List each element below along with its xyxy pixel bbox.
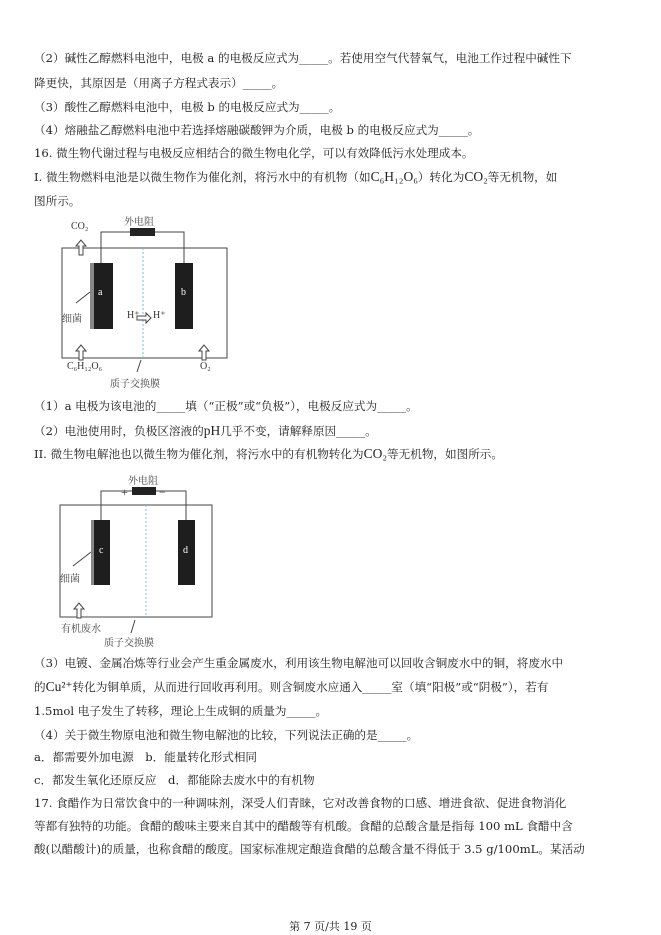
q16-part3-line1: （3）电镀、金属冶炼等行业会产生重金属废水，利用该生物电解池可以回收含铜废水中的铜，将废水中 [34, 656, 564, 670]
proton-left-label: H⁺ [127, 310, 140, 321]
q17-line1: 17. 食醋作为日常饮食中的一种调味剂，深受人们青睐，它对改善食物的口感、增进食欲、促进食物消化 [34, 796, 567, 810]
resistor-label: 外电阻 [124, 217, 154, 228]
electrode-d-label: d [183, 545, 188, 556]
formula-ph: pH [203, 423, 221, 438]
membrane-label: 质子交换膜 [110, 379, 160, 390]
formula-co2: CO₂ [363, 446, 388, 461]
negative-sign: − [159, 485, 166, 499]
page-footer: 第 7 页/共 19 页 [289, 920, 372, 933]
text: 几乎不变，请解释原因_____。 [220, 424, 377, 438]
membrane-label: 质子交换膜 [104, 638, 154, 649]
q16-stem: 16. 微生物代谢过程与电极反应相结合的微生物电化学，可以有效降低污水处理成本。 [34, 146, 474, 160]
text: I. 微生物燃料电池是以微生物作为催化剂，将污水中的有机物（如 [34, 170, 371, 184]
wastewater-label: 有机废水 [61, 624, 101, 635]
q16-I-line2: 图所示。 [34, 194, 81, 208]
electrode-b-label: b [181, 287, 186, 298]
bacteria-label: 细菌 [62, 314, 82, 325]
q17-line3: 酸(以醋酸计)的质量，也称食醋的酸度。国家标准规定酿造食醋的总酸含量不得低于 3.5 g/100mL。某活动 [34, 842, 585, 856]
q16-part4: （4）关于微生物原电池和微生物电解池的比较，下列说法正确的是_____。 [34, 728, 419, 742]
formula-co2: CO₂ [464, 169, 488, 184]
text: ）转化为 [417, 170, 465, 184]
o2-label: O₂ [200, 361, 211, 372]
formula-cu2plus: Cu²⁺ [45, 679, 73, 694]
q15-part2-line2: 降更快，其原因是（用离子方程式表示）_____。 [34, 76, 284, 90]
q16-part3-line2 [34, 679, 548, 695]
text: 转化为铜单质，从而进行回收再利用。则含铜废水应通入_____室（填“阳极”或“阴极”），若有 [72, 680, 549, 694]
text: 的 [34, 680, 46, 694]
q15-part3: （3）酸性乙醇燃料电池中，电极 b 的电极反应式为_____。 [34, 100, 341, 114]
electrode-a-label: a [98, 287, 103, 298]
text: （2）电池使用时，负极区溶液的 [34, 424, 204, 438]
resistor-label: 外电阻 [128, 476, 158, 487]
q16-options-ab: a．都需要外加电源 b．能量转化形式相同 [34, 750, 258, 764]
co2-label: CO₂ [71, 221, 89, 232]
q15-part2-line1: （2）碱性乙醇燃料电池中，电极 a 的电极反应式为_____。若使用空气代替氧气，电池工作过程中碱性下 [34, 51, 572, 65]
q15-part4: （4）熔融盐乙醇燃料电池中若选择熔融碳酸钾为介质，电极 b 的电极反应式为_____。 [34, 123, 480, 137]
q17-line2: 等都有独特的功能。食醋的酸味主要来自其中的醋酸等有机酸。食醋的总酸含量是指每 100 mL 食醋中含 [34, 819, 573, 833]
positive-sign: + [121, 485, 128, 499]
electrode-c-label: c [99, 545, 104, 556]
formula-glucose: C₆H₁₂O₆ [370, 169, 418, 184]
proton-right-label: H⁺ [153, 310, 166, 321]
text: 等无机物，如 [487, 170, 558, 184]
text: 等无机物，如图所示。 [387, 447, 503, 461]
text: II. 微生物电解池也以微生物为催化剂，将污水中的有机物转化为 [34, 447, 364, 461]
q16-part3-line3: 1.5mol 电子发生了转移，理论上生成铜的质量为_____。 [34, 704, 328, 718]
glucose-label: C₆H₁₂O₆ [67, 361, 103, 372]
q16-options-cd: c．都发生氧化还原反应 d．都能除去废水中的有机物 [34, 773, 315, 787]
q16-part1: （1）a 电极为该电池的_____填（“正极”或“负极”），电极反应式为_____。 [34, 399, 418, 413]
bacteria-label: 细菌 [60, 574, 80, 585]
